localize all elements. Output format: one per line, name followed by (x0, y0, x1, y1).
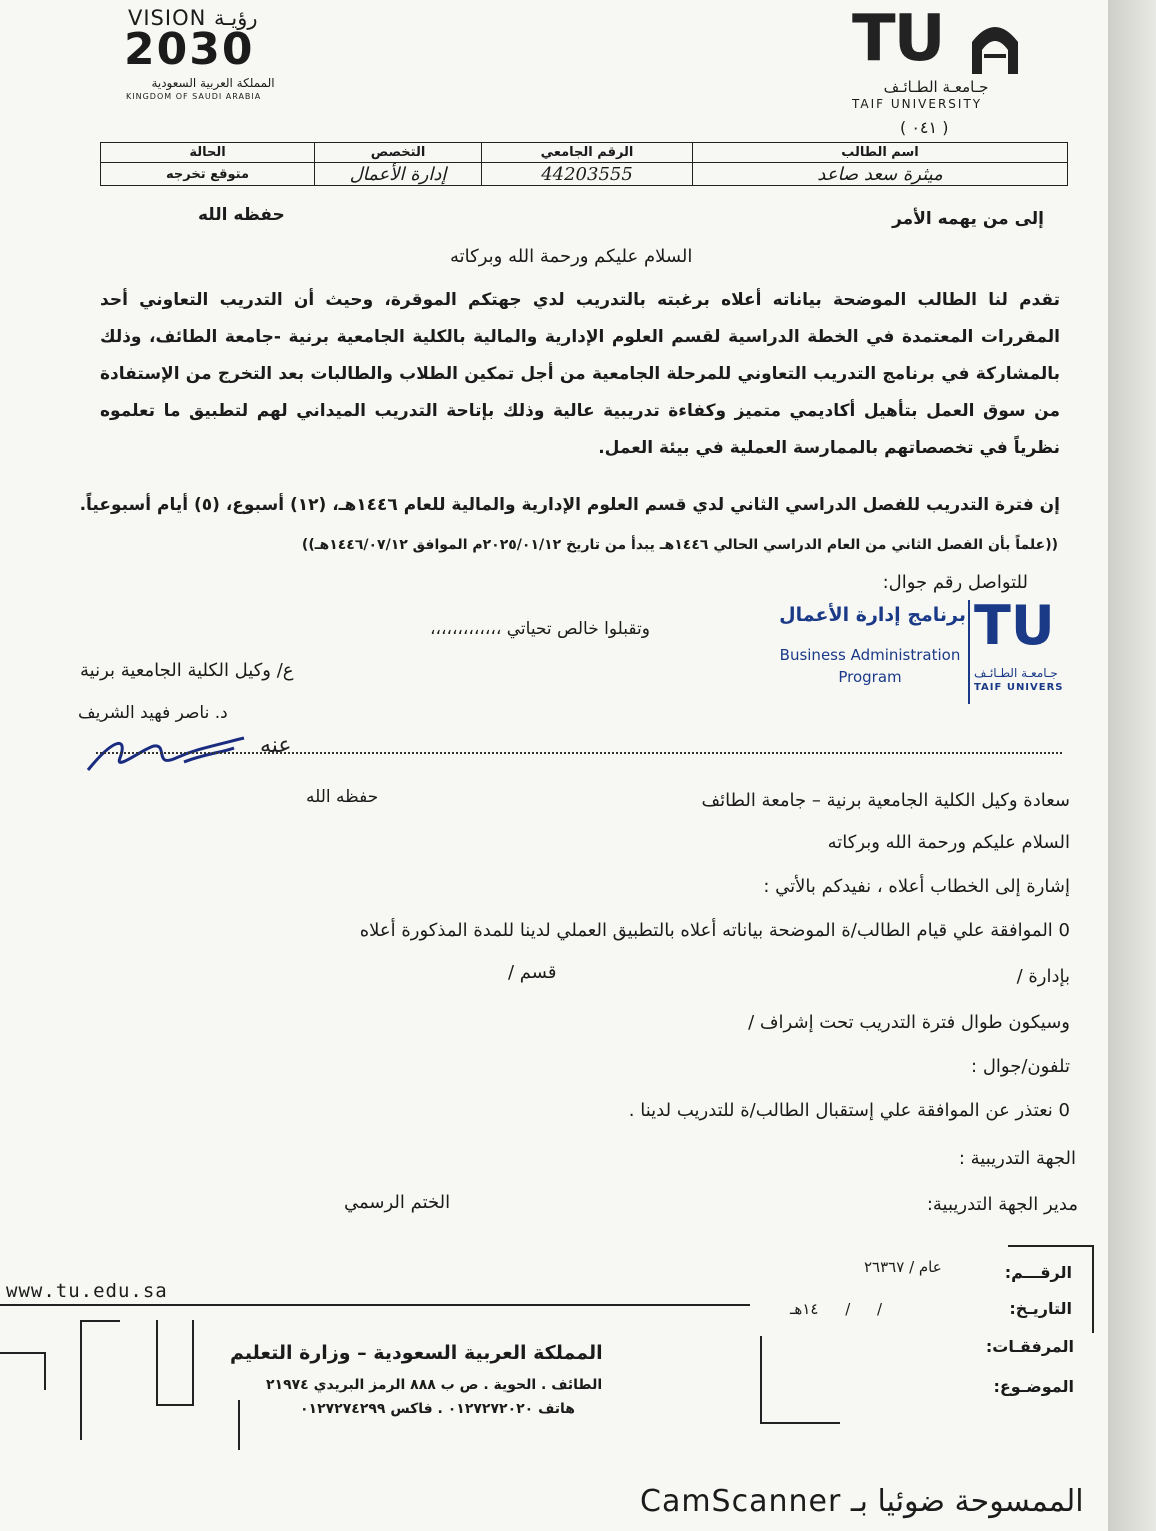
footer-shape-7 (156, 1404, 194, 1406)
date-value: / / ١٤هـ (790, 1300, 883, 1318)
salutation: السلام عليكم ورحمة الله وبركاته (450, 246, 693, 267)
vision-title: VISION رؤيـة (128, 6, 258, 30)
program-tu-logo (968, 594, 1090, 704)
divider (96, 752, 1062, 754)
website-link[interactable]: www.tu.edu.sa (6, 1280, 168, 1302)
recipient-blessing: حفظه الله (198, 205, 285, 225)
semester-note: ((علماً بأن الفصل الثاني من العام الدراسي الحالي ١٤٤٦هـ يبدأ من تاريخ ٢٠٢٥/٠١/١٢م الموافق ١٤٤٦/٠٧/١٢هـ)) (301, 537, 1058, 553)
program-name-en-line1: Business Administration (779, 646, 961, 664)
reply-blessing: حفظه الله (306, 787, 379, 807)
footer-shape-8 (238, 1400, 240, 1450)
header-student-name: اسم الطالب (693, 143, 1068, 163)
student-info-table (100, 142, 1068, 186)
cell-major: إدارة الأعمال (315, 163, 482, 186)
attachments-label: المرفقـات: (985, 1337, 1074, 1356)
vision-year: 2030 (124, 24, 255, 75)
header-major: التخصص (315, 143, 482, 163)
cell-status: متوقع تخرجه (101, 163, 315, 186)
signature-note: عنه (260, 733, 292, 758)
official-stamp-label: الختم الرسمي (344, 1192, 451, 1213)
footer-shape-3 (80, 1320, 82, 1440)
manager-field: مدير الجهة التدريبية: (926, 1194, 1078, 1215)
footer-rule (0, 1304, 750, 1306)
option-decline: 0 نعتذر عن الموافقة علي إستقبال الطالب/ة للتدريب لدينا . (628, 1100, 1070, 1121)
recipient: إلى من يهمه الأمر (892, 209, 1044, 229)
handwritten-signature (84, 718, 304, 778)
table-row (101, 163, 1068, 186)
page-edge-shadow (1108, 0, 1156, 1531)
header-status: الحالة (101, 143, 315, 163)
contact-line: للتواصل رقم جوال: (882, 572, 1028, 593)
program-stamp (770, 594, 1090, 705)
reply-reference: إشارة إلى الخطاب أعلاه ، نفيدكم بالأتي : (763, 876, 1070, 897)
signer-title: ع/ وكيل الكلية الجامعية برنية (80, 660, 294, 681)
footer-shape-1 (0, 1352, 44, 1354)
program-tu-en: TAIF UNIVERS (974, 682, 1064, 693)
program-name-en (772, 644, 968, 688)
program-name-ar: برنامج إدارة الأعمال (779, 604, 966, 626)
program-name-en-line2: Program (838, 668, 902, 686)
tu-logo-mark: TU (852, 2, 944, 76)
training-period: إن فترة التدريب للفصل الدراسي الثاني لدي قسم العلوم الإدارية والمالية للعام ١٤٤٦هـ، (١٢) أسبوع، (٥) أيام أسبوعياً. (79, 495, 1060, 515)
taif-university-logo (850, 2, 1025, 122)
closing-line: وتقبلوا خالص تحياتي ،،،،،،،،،،،،، (430, 619, 650, 639)
reply-salutation: السلام عليكم ورحمة الله وبركاته (827, 832, 1070, 853)
option-approve: 0 الموافقة علي قيام الطالب/ة الموضحة بياناته أعلاه بالتطبيق العملي لدينا للمدة المذكورة أعلاه (359, 920, 1070, 941)
footer-ministry: المملكة العربية السعودية – وزارة التعليم (230, 1342, 603, 1364)
program-tu-ar: جـامعـة الطـائـف (974, 666, 1058, 680)
table-header-row (101, 143, 1068, 163)
subject-label: الموضـوع: (993, 1377, 1074, 1396)
ref-number-value: عام / ٢٦٣٦٧ (864, 1258, 942, 1276)
vision-country-en: KINGDOM OF SAUDI ARABIA (126, 92, 262, 101)
footer-shape-2 (44, 1352, 46, 1390)
footer-address: الطائف . الحوية . ص ب ٨٨٨ الرمز البريدي ٢١٩٧٤ (266, 1377, 603, 1393)
tu-name-ar: جـامعـة الطـائـف (883, 78, 989, 96)
tu-name-en: TAIF UNIVERSITY (852, 97, 983, 111)
camscanner-watermark: الممسوحة ضوئيا بـ CamScanner (640, 1484, 1084, 1519)
reply-addressee: سعادة وكيل الكلية الجامعية برنية – جامعة الطائف (701, 790, 1070, 811)
date-label: التاريـخ: (1009, 1299, 1072, 1318)
letter-body: تقدم لنا الطالب الموضحة بياناته أعلاه برغبته بالتدريب لدي جهتكم الموقرة، وحيث أن التدريب التعاوني أحد المقررات المعتمدة في الخطة الدراسية لقسم العلوم الإدارية والمالية بالكلية الجامعية برنية -جامعة الطائف، وذلك بالمشاركة في برنامج التدريب التعاوني للمرحلة الجامعية من أجل تمكين الطلاب والطالبات بعد التخرج من الإستفادة من سوق العمل بتأهيل أكاديمي متميز وكفاءة تدريبية عالية وذلك بإتاحة التدريب الميداني لهم لتطبيق ما تعلموه نظرياً في تخصصاتهم بالممارسة العملية في بيئة العمل. (100, 290, 1060, 458)
supervisor-field: وسيكون طوال فترة التدريب تحت إشراف / (748, 1012, 1070, 1033)
ref-number-label: الرقـــم: (1004, 1263, 1072, 1282)
vision-2030-logo (118, 4, 308, 104)
footer-shape-10 (760, 1422, 840, 1424)
footer-shape-9 (760, 1336, 762, 1422)
cell-student-name: ميثرة سعد صاعد (693, 163, 1068, 186)
program-tu-mark: TU (974, 594, 1055, 657)
footer-phone: هاتف ٠١٢٧٢٧٢٠٢٠ . فاكس ٠١٢٧٢٧٤٢٩٩ (300, 1401, 575, 1417)
phone-field: تلفون/جوال : (971, 1056, 1070, 1077)
vision-country-ar: المملكة العربية السعودية (151, 76, 275, 90)
footer-shape-4 (80, 1320, 120, 1322)
header-student-id: الرقم الجامعي (482, 143, 693, 163)
serial-number: ( ٠٤١ ) (900, 118, 949, 137)
dept-admin-field: بإدارة / (1016, 966, 1070, 987)
cell-student-id: 44203555 (482, 163, 693, 186)
footer-shape-5 (156, 1320, 158, 1406)
signer-name: د. ناصر فهيد الشريف (78, 703, 228, 723)
footer-shape-6 (192, 1320, 194, 1406)
dept-section-field: قسم / (508, 962, 557, 983)
training-body-field: الجهة التدريبية : (958, 1148, 1076, 1169)
gate-icon (968, 18, 1022, 76)
